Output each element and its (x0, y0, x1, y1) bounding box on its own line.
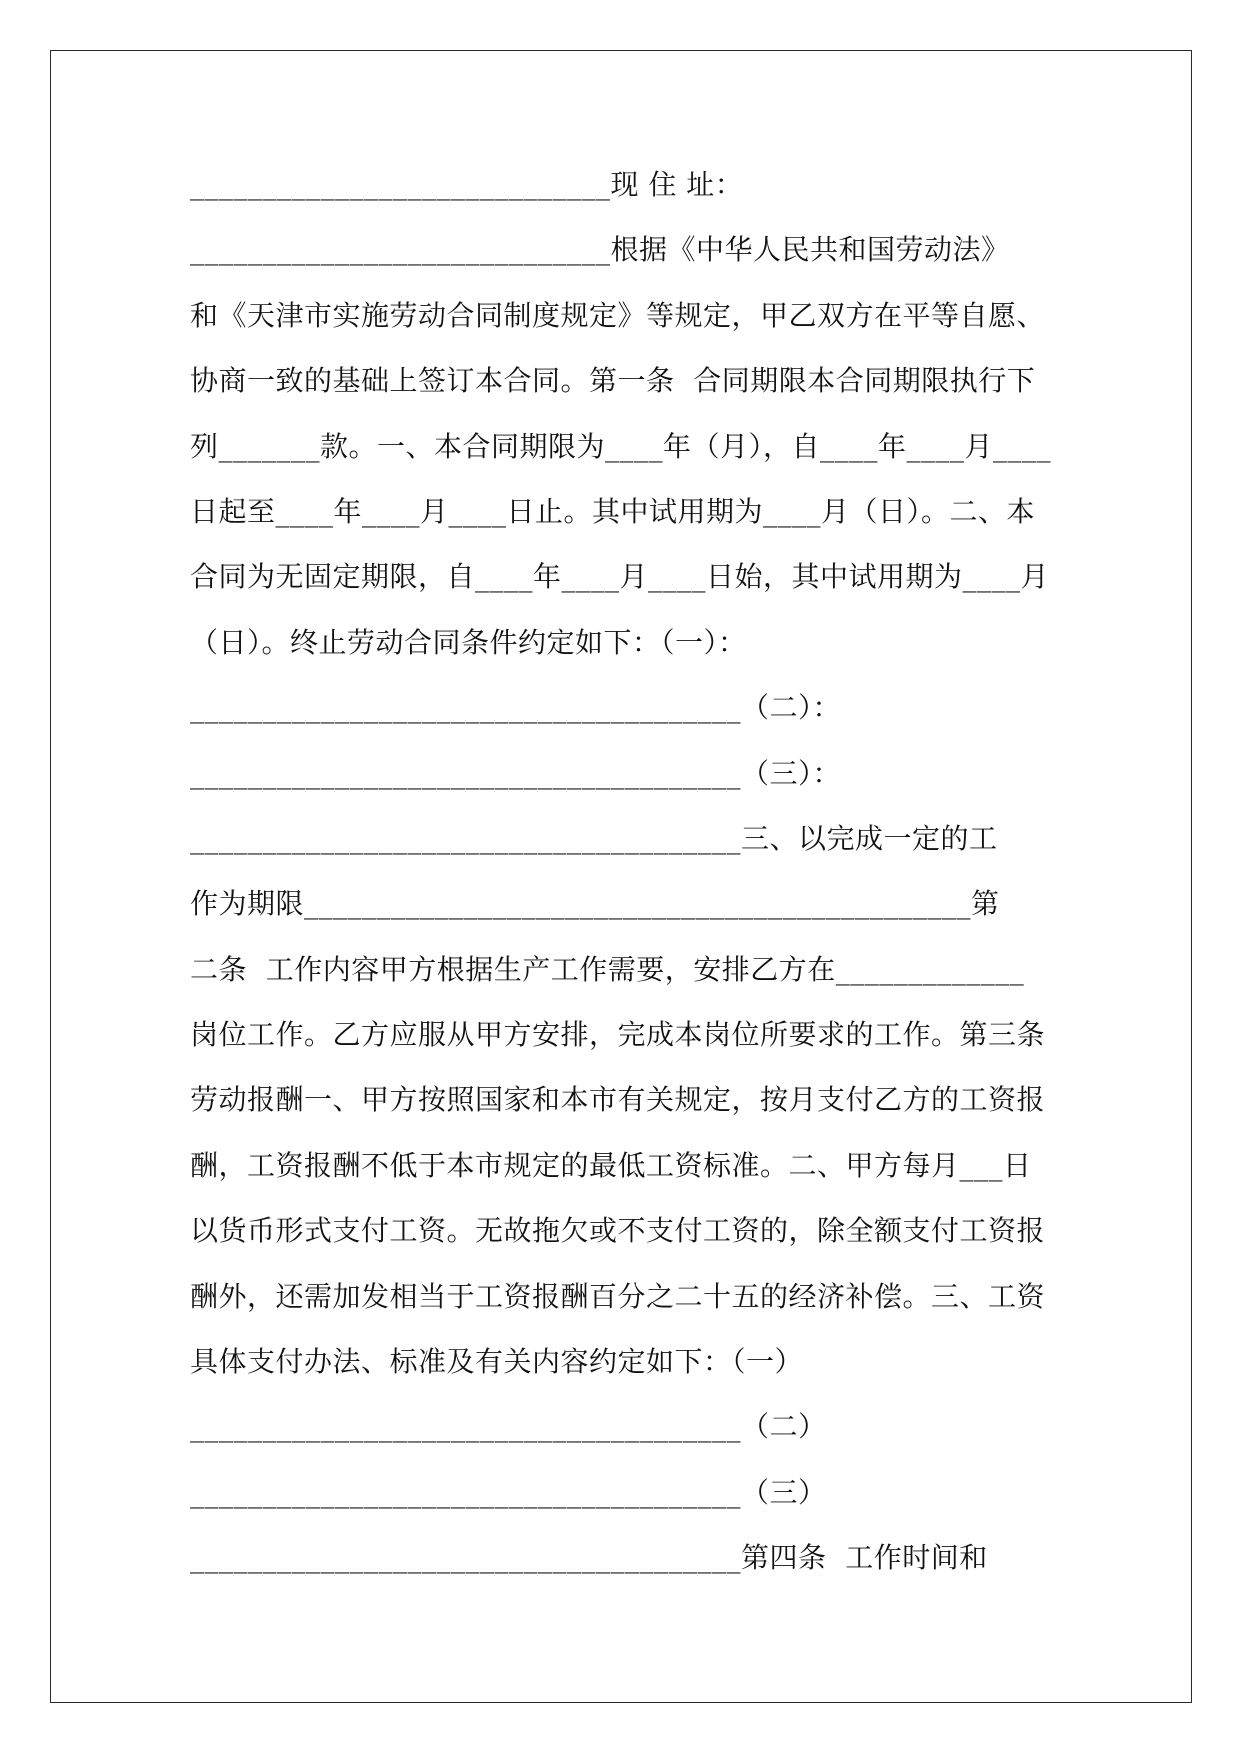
text-line: 合同为无固定期限，自____年____月____日始，其中试用期为____月 (190, 560, 1050, 594)
text-line: 岗位工作。乙方应服从甲方安排，完成本岗位所要求的工作。第三条 (190, 1018, 1046, 1052)
text-line: 日起至____年____月____日止。其中试用期为____月（日）。二、本 (190, 494, 1036, 528)
text-line: 作为期限______________________________________________第 (190, 887, 1000, 921)
text-line: 和《天津市实施劳动合同制度规定》等规定，甲乙双方在平等自愿、 (190, 298, 1046, 332)
text-line: （日）。终止劳动合同条件约定如下：（一）： (190, 625, 747, 659)
text-line: ______________________________________（二）： (190, 691, 842, 725)
text-line: ______________________________________三、以完成一定的工 (190, 821, 998, 855)
text-line: 协商一致的基础上签订本合同。第一条 合同期限本合同期限执行下 (190, 364, 1036, 398)
text-line: 酬，工资报酬不低于本市规定的最低工资标准。二、甲方每月___日 (190, 1148, 1032, 1182)
text-line: _____________________________根据《中华人民共和国劳动法》 (190, 233, 1010, 267)
text-line: 酬外，还需加发相当于工资报酬百分之二十五的经济补偿。三、工资 (190, 1279, 1046, 1313)
text-line: 列_______款。一、本合同期限为____年（月），自____年____月____ (190, 429, 1052, 463)
text-line: 具体支付办法、标准及有关内容约定如下：（一） (190, 1345, 804, 1379)
text-line: 劳动报酬一、甲方按照国家和本市有关规定，按月支付乙方的工资报 (190, 1083, 1046, 1117)
contract-body (190, 152, 1070, 1591)
text-line: 以货币形式支付工资。无故拖欠或不支付工资的，除全额支付工资报 (190, 1214, 1046, 1248)
text-line: ______________________________________（三） (190, 1475, 827, 1509)
text-line: ______________________________________第四条 工作时间和 (190, 1541, 988, 1575)
text-line: 二条 工作内容甲方根据生产工作需要，安排乙方在_____________ (190, 952, 1025, 986)
text-line: _____________________________现 住 址： (190, 168, 744, 201)
text-line: ______________________________________（三）： (190, 756, 842, 790)
text-line: ______________________________________（二） (190, 1410, 827, 1444)
